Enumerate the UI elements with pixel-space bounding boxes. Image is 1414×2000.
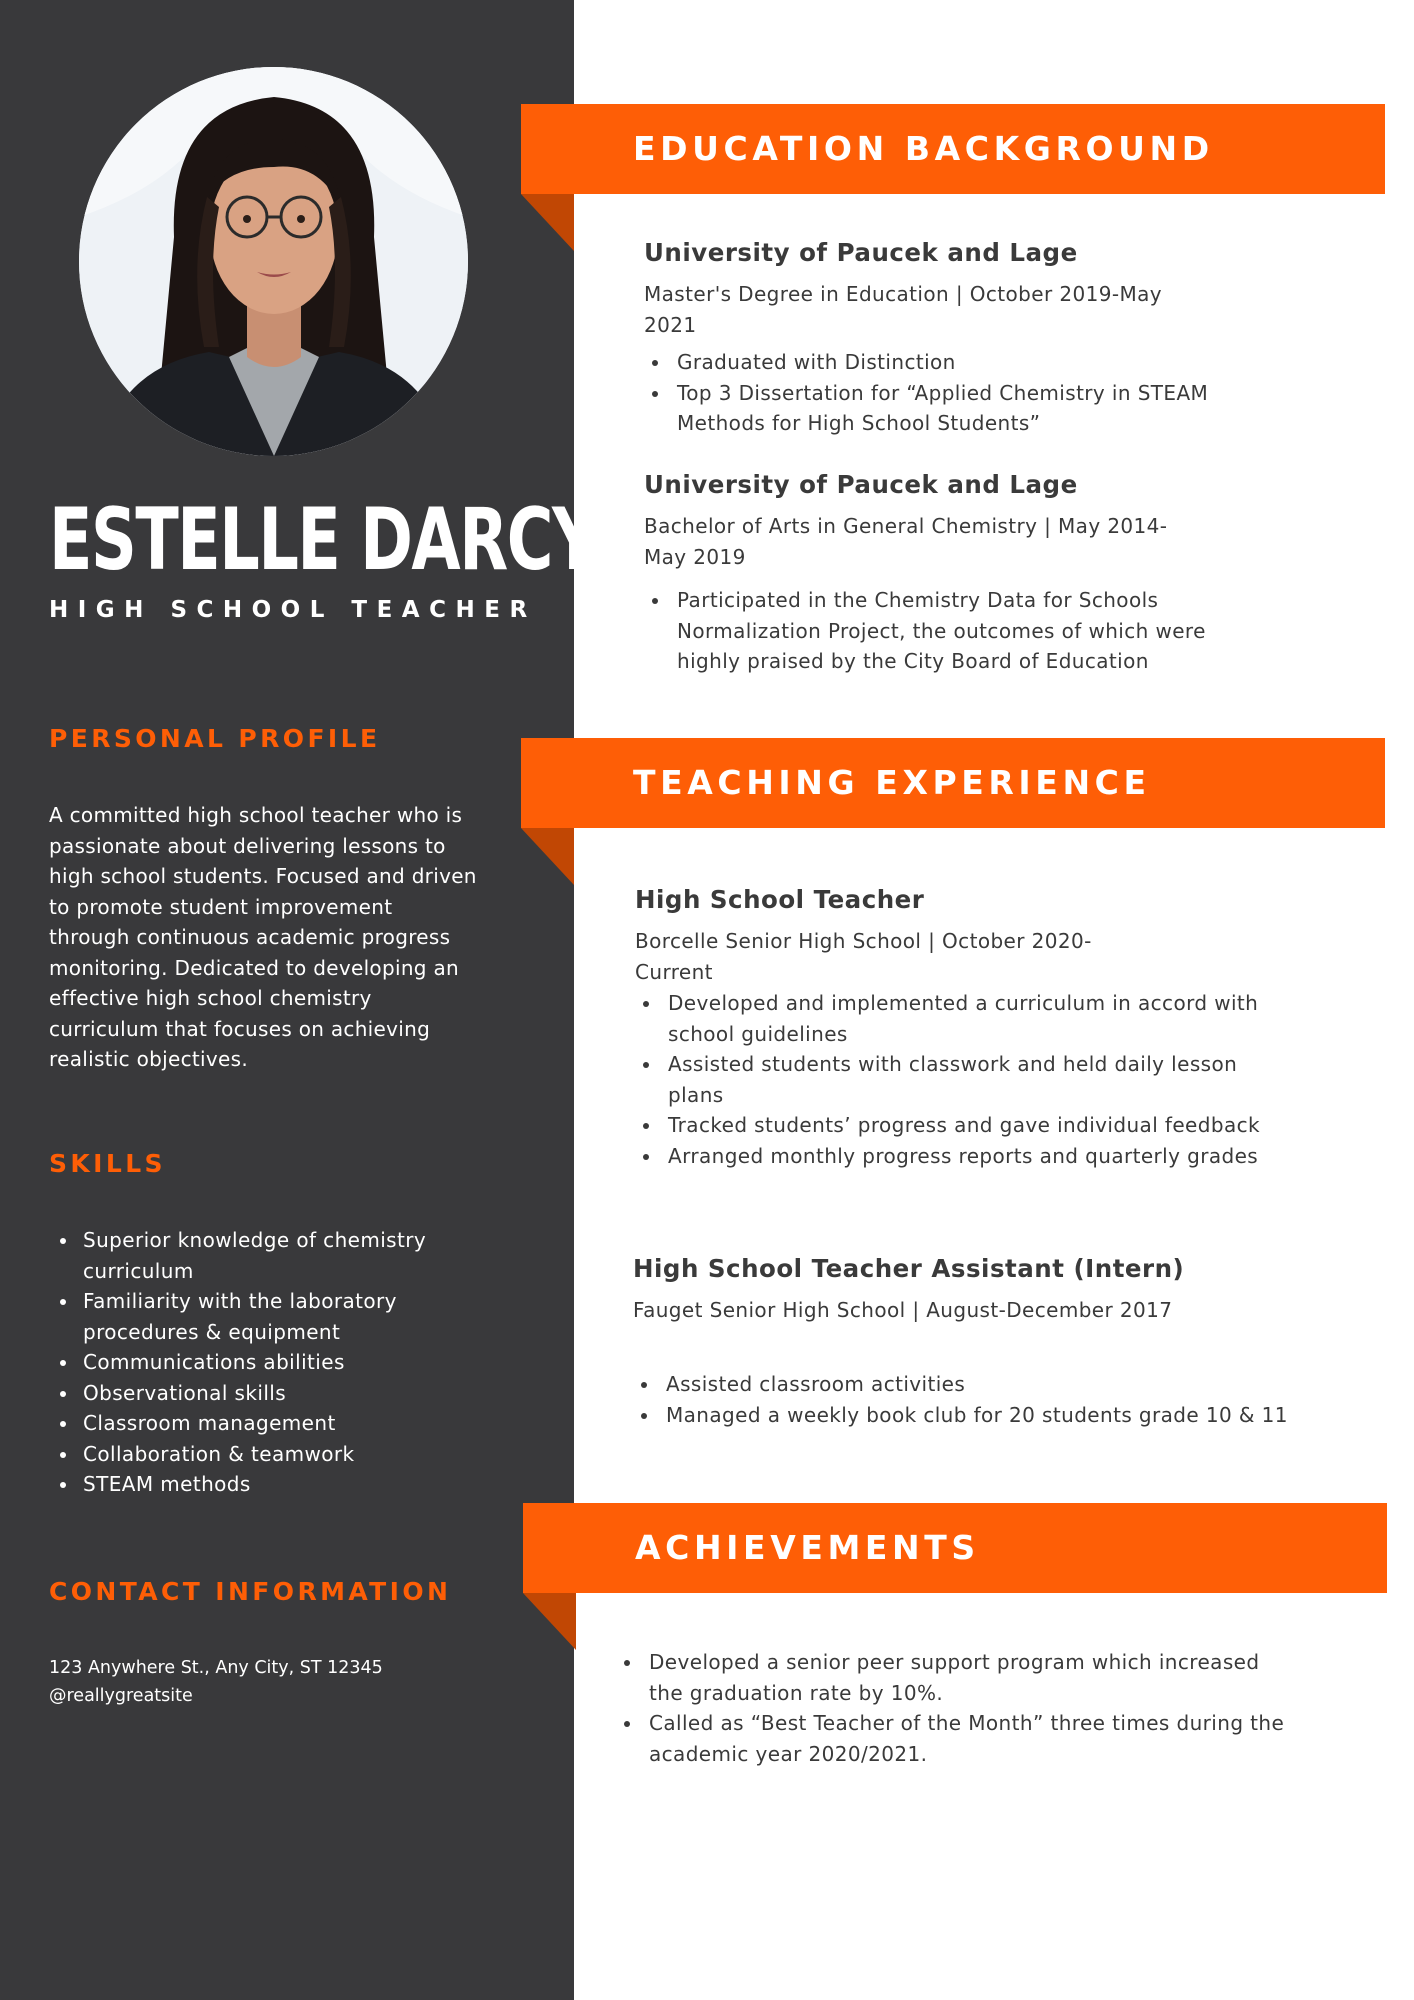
skills-list	[49, 1225, 519, 1500]
experience-bullet: Assisted classroom activities	[633, 1369, 1293, 1400]
experience-heading: TEACHING EXPERIENCE	[633, 763, 1151, 802]
skill-item: Familiarity with the laboratory procedures & equipment	[49, 1286, 519, 1347]
achievements-heading: ACHIEVEMENTS	[635, 1528, 980, 1567]
skill-item: Communications abilities	[49, 1347, 519, 1378]
banner-fold	[523, 1593, 576, 1650]
experience-detail: Borcelle Senior High School | October 2020-Current	[635, 929, 1092, 984]
skill-item: Collaboration & teamwork	[49, 1439, 519, 1470]
profile-photo	[79, 67, 468, 456]
education-banner	[521, 104, 1385, 194]
education-detail: Bachelor of Arts in General Chemistry | May 2014-May 2019	[644, 514, 1168, 569]
experience-bullet: Tracked students’ progress and gave individual feedback	[635, 1110, 1285, 1141]
experience-bullets	[635, 988, 1285, 1171]
experience-bullet: Managed a weekly book club for 20 students grade 10 & 11	[633, 1400, 1293, 1431]
contact-website: @reallygreatsite	[49, 1686, 193, 1706]
achievements-banner	[523, 1503, 1387, 1593]
portrait-image	[79, 67, 468, 456]
contact-info	[49, 1654, 383, 1710]
banner-fold	[521, 194, 574, 251]
achievement-bullet: Called as “Best Teacher of the Month” three times during the academic year 2020/2021.	[616, 1708, 1296, 1769]
skill-item: Classroom management	[49, 1408, 519, 1439]
experience-title: High School Teacher Assistant (Intern)	[633, 1254, 1185, 1283]
personal-profile-text: A committed high school teacher who is passionate about delivering lessons to high school students. Focused and driven to promote student improvement through continuous academic progress monitoring. Dedicated to developing an effective high school chemistry curriculum that focuses on achieving realistic objectives.	[49, 803, 477, 1071]
achievements-bullets	[616, 1647, 1296, 1769]
skills-heading: SKILLS	[49, 1149, 166, 1178]
experience-bullet: Arranged monthly progress reports and quarterly grades	[635, 1141, 1285, 1172]
education-bullet: Participated in the Chemistry Data for Schools Normalization Project, the outcomes of which were highly praised by the City Board of Education	[644, 585, 1264, 677]
contact-heading: CONTACT INFORMATION	[49, 1577, 452, 1606]
experience-bullet: Assisted students with classwork and held daily lesson plans	[635, 1049, 1285, 1110]
education-bullet: Graduated with Distinction	[644, 347, 1264, 378]
skill-item: STEAM methods	[49, 1469, 519, 1500]
experience-bullets	[633, 1369, 1293, 1430]
experience-detail: Fauget Senior High School | August-December 2017	[633, 1298, 1173, 1322]
banner-fold	[521, 828, 574, 885]
education-school: University of Paucek and Lage	[644, 470, 1078, 499]
experience-bullet: Developed and implemented a curriculum in accord with school guidelines	[635, 988, 1285, 1049]
achievement-bullet: Developed a senior peer support program which increased the graduation rate by 10%.	[616, 1647, 1296, 1708]
contact-address: 123 Anywhere St., Any City, ST 12345	[49, 1658, 383, 1678]
education-bullets	[644, 347, 1264, 439]
experience-banner	[521, 738, 1385, 828]
personal-profile-heading: PERSONAL PROFILE	[49, 724, 381, 753]
experience-title: High School Teacher	[635, 885, 925, 914]
skill-item: Superior knowledge of chemistry curriculum	[49, 1225, 519, 1286]
education-detail: Master's Degree in Education | October 2019-May 2021	[644, 282, 1162, 337]
skill-item: Observational skills	[49, 1378, 519, 1409]
education-bullet: Top 3 Dissertation for “Applied Chemistry in STEAM Methods for High School Students”	[644, 378, 1264, 439]
education-bullets	[644, 585, 1264, 677]
education-school: University of Paucek and Lage	[644, 238, 1078, 267]
candidate-name: ESTELLE DARCY	[49, 490, 597, 590]
education-heading: EDUCATION BACKGROUND	[633, 129, 1214, 168]
sidebar	[0, 0, 597, 2000]
candidate-role: HIGH SCHOOL TEACHER	[49, 597, 537, 623]
